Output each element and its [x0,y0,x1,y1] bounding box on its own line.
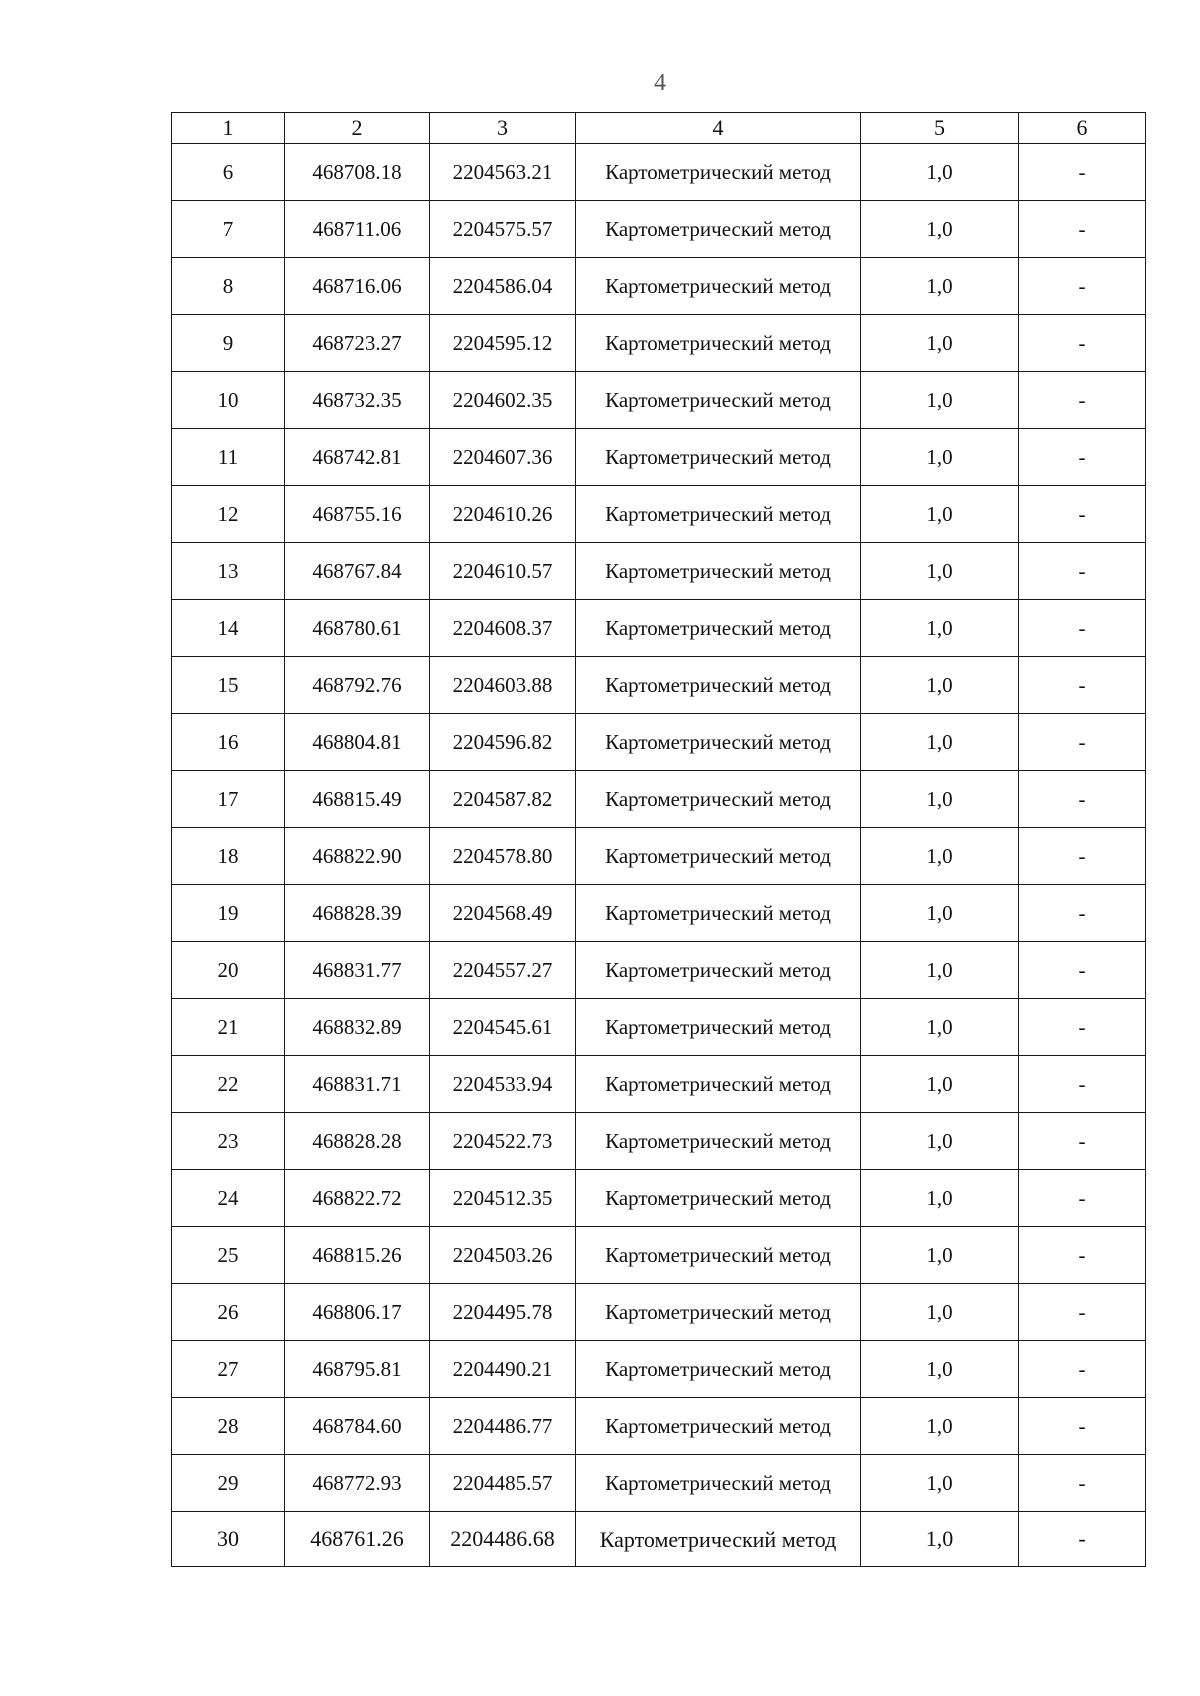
x-coordinate-cell: 468772.93 [285,1455,430,1512]
table-row [172,201,1146,258]
y-coordinate-cell: 2204587.82 [430,771,576,828]
y-coordinate-cell: 2204545.61 [430,999,576,1056]
method-cell: Картометрический метод [576,942,861,999]
accuracy-cell: 1,0 [861,1227,1019,1284]
x-coordinate-cell: 468795.81 [285,1341,430,1398]
method-cell: Картометрический метод [576,372,861,429]
column-header-1: 1 [172,113,285,144]
note-cell: - [1019,315,1146,372]
point-number-cell: 10 [172,372,285,429]
note-cell: - [1019,1455,1146,1512]
column-header-4: 4 [576,113,861,144]
y-coordinate-cell: 2204533.94 [430,1056,576,1113]
x-coordinate-cell: 468780.61 [285,600,430,657]
table-row [172,315,1146,372]
table-row [172,714,1146,771]
x-coordinate-cell: 468806.17 [285,1284,430,1341]
table-row [172,429,1146,486]
column-header-6: 6 [1019,113,1146,144]
accuracy-cell: 1,0 [861,1056,1019,1113]
note-cell: - [1019,429,1146,486]
accuracy-cell: 1,0 [861,1512,1019,1567]
point-number-cell: 15 [172,657,285,714]
accuracy-cell: 1,0 [861,999,1019,1056]
y-coordinate-cell: 2204575.57 [430,201,576,258]
table-row [172,258,1146,315]
point-number-cell: 16 [172,714,285,771]
accuracy-cell: 1,0 [861,885,1019,942]
x-coordinate-cell: 468822.90 [285,828,430,885]
y-coordinate-cell: 2204557.27 [430,942,576,999]
method-cell: Картометрический метод [576,657,861,714]
method-cell: Картометрический метод [576,486,861,543]
y-coordinate-cell: 2204578.80 [430,828,576,885]
y-coordinate-cell: 2204603.88 [430,657,576,714]
note-cell: - [1019,1227,1146,1284]
table-row [172,1398,1146,1455]
point-number-cell: 8 [172,258,285,315]
note-cell: - [1019,1284,1146,1341]
x-coordinate-cell: 468831.71 [285,1056,430,1113]
method-cell: Картометрический метод [576,1512,861,1567]
accuracy-cell: 1,0 [861,771,1019,828]
point-number-cell: 25 [172,1227,285,1284]
method-cell: Картометрический метод [576,1398,861,1455]
method-cell: Картометрический метод [576,315,861,372]
x-coordinate-cell: 468711.06 [285,201,430,258]
accuracy-cell: 1,0 [861,942,1019,999]
table-row [172,1341,1146,1398]
x-coordinate-cell: 468755.16 [285,486,430,543]
point-number-cell: 30 [172,1512,285,1567]
x-coordinate-cell: 468716.06 [285,258,430,315]
accuracy-cell: 1,0 [861,1398,1019,1455]
point-number-cell: 14 [172,600,285,657]
table-row [172,657,1146,714]
table-row [172,999,1146,1056]
column-header-5: 5 [861,113,1019,144]
method-cell: Картометрический метод [576,600,861,657]
note-cell: - [1019,201,1146,258]
table-row [172,1512,1146,1567]
point-number-cell: 26 [172,1284,285,1341]
method-cell: Картометрический метод [576,144,861,201]
table-row [172,372,1146,429]
accuracy-cell: 1,0 [861,714,1019,771]
table-row [172,486,1146,543]
method-cell: Картометрический метод [576,828,861,885]
x-coordinate-cell: 468767.84 [285,543,430,600]
point-number-cell: 11 [172,429,285,486]
table-row [172,942,1146,999]
y-coordinate-cell: 2204486.68 [430,1512,576,1567]
note-cell: - [1019,1113,1146,1170]
point-number-cell: 22 [172,1056,285,1113]
method-cell: Картометрический метод [576,1284,861,1341]
column-header-3: 3 [430,113,576,144]
note-cell: - [1019,372,1146,429]
method-cell: Картометрический метод [576,1341,861,1398]
point-number-cell: 29 [172,1455,285,1512]
y-coordinate-cell: 2204610.57 [430,543,576,600]
method-cell: Картометрический метод [576,1113,861,1170]
y-coordinate-cell: 2204512.35 [430,1170,576,1227]
x-coordinate-cell: 468708.18 [285,144,430,201]
table-row [172,771,1146,828]
column-header-2: 2 [285,113,430,144]
point-number-cell: 18 [172,828,285,885]
y-coordinate-cell: 2204596.82 [430,714,576,771]
note-cell: - [1019,771,1146,828]
y-coordinate-cell: 2204607.36 [430,429,576,486]
method-cell: Картометрический метод [576,999,861,1056]
point-number-cell: 23 [172,1113,285,1170]
note-cell: - [1019,1341,1146,1398]
accuracy-cell: 1,0 [861,543,1019,600]
accuracy-cell: 1,0 [861,372,1019,429]
x-coordinate-cell: 468742.81 [285,429,430,486]
x-coordinate-cell: 468784.60 [285,1398,430,1455]
x-coordinate-cell: 468815.26 [285,1227,430,1284]
method-cell: Картометрический метод [576,201,861,258]
accuracy-cell: 1,0 [861,1284,1019,1341]
y-coordinate-cell: 2204522.73 [430,1113,576,1170]
note-cell: - [1019,144,1146,201]
accuracy-cell: 1,0 [861,1170,1019,1227]
y-coordinate-cell: 2204586.04 [430,258,576,315]
x-coordinate-cell: 468804.81 [285,714,430,771]
coordinates-table [171,112,1146,1567]
table-row [172,1113,1146,1170]
x-coordinate-cell: 468828.28 [285,1113,430,1170]
point-number-cell: 12 [172,486,285,543]
point-number-cell: 24 [172,1170,285,1227]
point-number-cell: 20 [172,942,285,999]
x-coordinate-cell: 468828.39 [285,885,430,942]
accuracy-cell: 1,0 [861,486,1019,543]
y-coordinate-cell: 2204485.57 [430,1455,576,1512]
y-coordinate-cell: 2204595.12 [430,315,576,372]
y-coordinate-cell: 2204602.35 [430,372,576,429]
accuracy-cell: 1,0 [861,315,1019,372]
page-number: 4 [654,70,666,96]
header-row [172,113,1146,144]
note-cell: - [1019,714,1146,771]
accuracy-cell: 1,0 [861,429,1019,486]
point-number-cell: 28 [172,1398,285,1455]
note-cell: - [1019,1056,1146,1113]
x-coordinate-cell: 468732.35 [285,372,430,429]
method-cell: Картометрический метод [576,1455,861,1512]
note-cell: - [1019,543,1146,600]
x-coordinate-cell: 468832.89 [285,999,430,1056]
table-row [172,1170,1146,1227]
method-cell: Картометрический метод [576,429,861,486]
point-number-cell: 21 [172,999,285,1056]
point-number-cell: 9 [172,315,285,372]
method-cell: Картометрический метод [576,543,861,600]
note-cell: - [1019,657,1146,714]
accuracy-cell: 1,0 [861,144,1019,201]
accuracy-cell: 1,0 [861,201,1019,258]
table-row [172,144,1146,201]
y-coordinate-cell: 2204610.26 [430,486,576,543]
y-coordinate-cell: 2204608.37 [430,600,576,657]
note-cell: - [1019,1170,1146,1227]
method-cell: Картометрический метод [576,1170,861,1227]
y-coordinate-cell: 2204490.21 [430,1341,576,1398]
method-cell: Картометрический метод [576,885,861,942]
table-row [172,543,1146,600]
note-cell: - [1019,1398,1146,1455]
table-row [172,600,1146,657]
y-coordinate-cell: 2204495.78 [430,1284,576,1341]
accuracy-cell: 1,0 [861,1113,1019,1170]
point-number-cell: 27 [172,1341,285,1398]
table-row [172,1227,1146,1284]
note-cell: - [1019,600,1146,657]
y-coordinate-cell: 2204563.21 [430,144,576,201]
point-number-cell: 7 [172,201,285,258]
table-body [172,144,1146,1567]
note-cell: - [1019,885,1146,942]
table-row [172,1056,1146,1113]
x-coordinate-cell: 468761.26 [285,1512,430,1567]
method-cell: Картометрический метод [576,1227,861,1284]
table-row [172,885,1146,942]
note-cell: - [1019,828,1146,885]
x-coordinate-cell: 468822.72 [285,1170,430,1227]
method-cell: Картометрический метод [576,771,861,828]
point-number-cell: 17 [172,771,285,828]
method-cell: Картометрический метод [576,258,861,315]
accuracy-cell: 1,0 [861,1341,1019,1398]
note-cell: - [1019,1512,1146,1567]
y-coordinate-cell: 2204503.26 [430,1227,576,1284]
point-number-cell: 19 [172,885,285,942]
note-cell: - [1019,258,1146,315]
table-row [172,828,1146,885]
accuracy-cell: 1,0 [861,600,1019,657]
method-cell: Картометрический метод [576,1056,861,1113]
x-coordinate-cell: 468831.77 [285,942,430,999]
accuracy-cell: 1,0 [861,1455,1019,1512]
point-number-cell: 13 [172,543,285,600]
x-coordinate-cell: 468723.27 [285,315,430,372]
table-row [172,1284,1146,1341]
x-coordinate-cell: 468792.76 [285,657,430,714]
accuracy-cell: 1,0 [861,828,1019,885]
note-cell: - [1019,999,1146,1056]
accuracy-cell: 1,0 [861,657,1019,714]
y-coordinate-cell: 2204486.77 [430,1398,576,1455]
note-cell: - [1019,486,1146,543]
x-coordinate-cell: 468815.49 [285,771,430,828]
point-number-cell: 6 [172,144,285,201]
table-row [172,1455,1146,1512]
y-coordinate-cell: 2204568.49 [430,885,576,942]
method-cell: Картометрический метод [576,714,861,771]
accuracy-cell: 1,0 [861,258,1019,315]
note-cell: - [1019,942,1146,999]
